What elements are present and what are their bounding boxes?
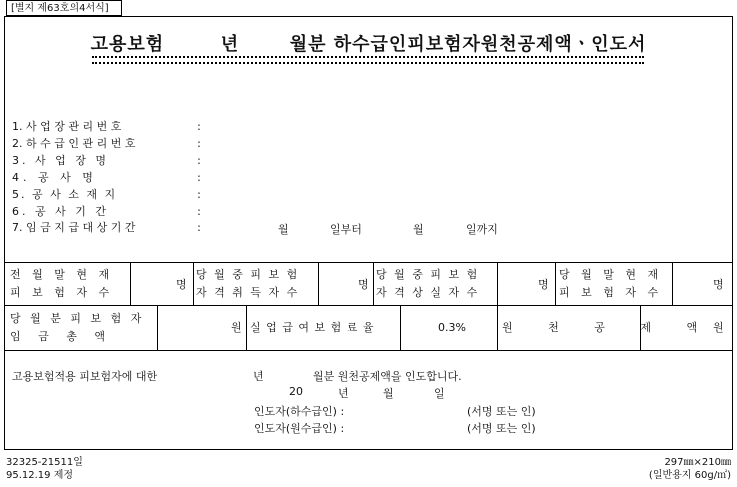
footer-paper: (일반용지 60g/㎡) xyxy=(648,470,731,481)
period-day-to: 일까지 xyxy=(466,223,498,236)
signature-contractor-sign: (서명 또는 인) xyxy=(467,422,536,435)
table-bottom-border xyxy=(4,350,733,351)
unit-won: 원 xyxy=(231,321,242,334)
unit-won: 원 xyxy=(713,321,724,334)
divider xyxy=(318,262,319,305)
signature-subcontractor-label: 인도자(하수급인) : xyxy=(254,405,345,418)
field-construction-name: 4. 공 사 명 : xyxy=(12,171,201,184)
field-construction-period: 6. 공 사 기 간 : xyxy=(12,205,201,218)
period-month-1: 월 xyxy=(278,223,289,236)
field-construction-location: 5. 공 사 소 재 지 : xyxy=(12,188,201,201)
signature-subcontractor-sign: (서명 또는 인) xyxy=(467,405,536,418)
signature-contractor-label: 인도자(원수급인) : xyxy=(254,422,345,435)
field-wage-period: 7. 임 금 지 급 대 상 기 간 : xyxy=(12,221,201,234)
divider xyxy=(672,262,673,305)
divider xyxy=(193,262,194,305)
period-month-2: 월 xyxy=(413,223,424,236)
statement-prefix: 고용보험적용 피보험자에 대한 xyxy=(12,370,158,383)
divider xyxy=(497,305,498,350)
header-withholding-amount: 원 천 공 제 액 xyxy=(502,321,714,334)
footer-size: 297㎜×210㎜ xyxy=(664,457,731,468)
date-month: 월 xyxy=(383,387,394,400)
field-business-name: 3. 사 업 장 명 : xyxy=(12,154,201,167)
divider xyxy=(373,262,374,305)
statement-year: 년 xyxy=(253,370,264,383)
header-total-wages: 당 월 분 피 보 험 자 임 금 총 액 xyxy=(10,312,145,343)
footer-code: 32325-21511일 xyxy=(6,457,83,468)
unit-persons: 명 xyxy=(713,278,724,291)
header-prev-month-insured: 전 월 말 현 재 피 보 험 자 수 xyxy=(10,268,114,299)
divider xyxy=(157,305,158,350)
divider xyxy=(497,262,498,305)
title-double-underline xyxy=(92,56,644,64)
unit-persons: 명 xyxy=(176,278,187,291)
header-current-month-insured: 당 월 말 현 재 피 보 험 자 수 xyxy=(559,268,663,299)
field-business-number: 1. 사 업 장 관 리 번 호 : xyxy=(12,120,201,133)
field-subcontractor-number: 2. 하 수 급 인 관 리 번 호 : xyxy=(12,137,201,150)
table-top-border xyxy=(4,262,733,263)
form-number-label: [별지 제63호의4서식] xyxy=(6,0,122,16)
table-middle-border xyxy=(4,305,733,306)
divider xyxy=(400,305,401,350)
footer-date: 95.12.19 제정 xyxy=(6,470,74,481)
divider xyxy=(130,262,131,305)
title-rest: 월분 하수급인피보험자원천공제액ㆍ인도서 xyxy=(289,34,647,55)
unit-persons: 명 xyxy=(358,278,369,291)
period-day-from: 일부터 xyxy=(330,223,362,236)
header-lost-insured: 당 월 중 피 보 험 자 격 상 실 자 수 xyxy=(376,268,480,299)
date-day: 일 xyxy=(434,387,445,400)
divider xyxy=(555,262,556,305)
title-year: 년 xyxy=(220,34,240,55)
unemployment-rate-value: 0.3% xyxy=(438,321,466,334)
date-year: 년 xyxy=(338,387,349,400)
form-title xyxy=(0,30,737,56)
header-acquired-insured: 당 월 중 피 보 험 자 격 취 득 자 수 xyxy=(196,268,300,299)
statement-rest: 월분 원천공제액을 인도합니다. xyxy=(313,370,462,383)
title-insurance: 고용보험 xyxy=(90,34,165,55)
unit-persons: 명 xyxy=(538,278,549,291)
header-unemployment-rate: 실 업 급 여 보 험 료 율 xyxy=(250,321,375,334)
date-prefix: 20 xyxy=(289,385,303,398)
divider xyxy=(246,305,247,350)
